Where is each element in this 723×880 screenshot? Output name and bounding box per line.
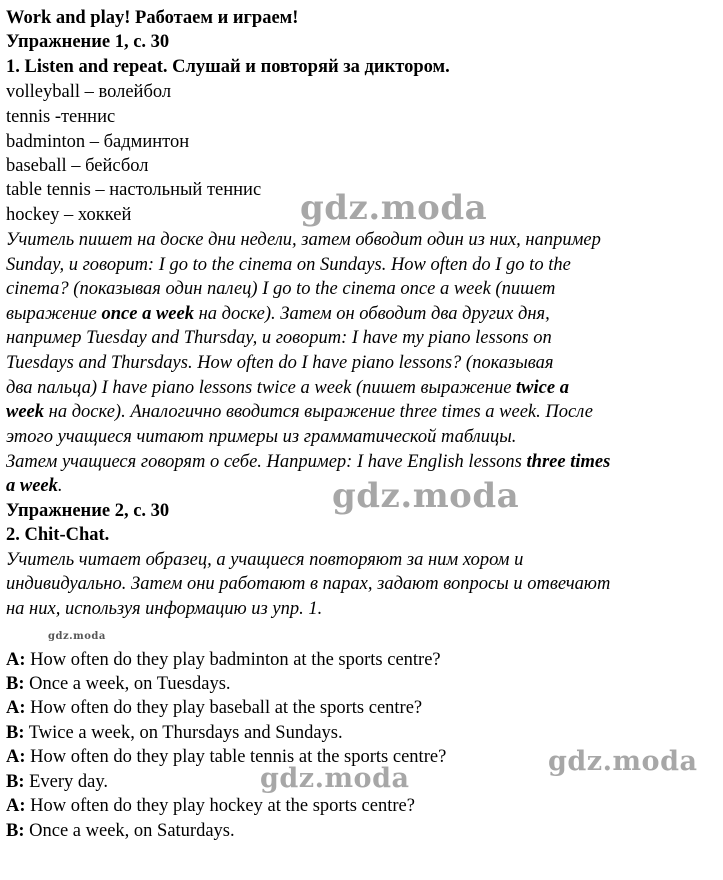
- speaker-label: A:: [6, 650, 26, 670]
- vocab-item: table tennis – настольный теннис: [6, 180, 262, 200]
- exercise2-task: 2. Chit-Chat.: [6, 525, 110, 545]
- speaker-label: A:: [6, 796, 26, 816]
- speaker-label: B:: [6, 772, 25, 792]
- watermark: gdz.moda: [48, 631, 106, 642]
- teacher-note-line: этого учащиеся читают примеры из грамматической таблицы.: [6, 427, 517, 447]
- dialogue-text: Twice a week, on Thursdays and Sundays.: [24, 723, 343, 743]
- dialogue-line: [6, 672, 231, 696]
- note-text: Затем учащиеся говорят о себе. Например: I have English lessons: [6, 452, 527, 472]
- page-title: Work and play! Работаем и играем!: [6, 8, 299, 28]
- note-text: выражение: [6, 304, 102, 324]
- speaker-label: A:: [6, 698, 26, 718]
- dialogue-text: How often do they play badminton at the sports centre?: [25, 650, 441, 670]
- vocab-item: baseball – бейсбол: [6, 156, 149, 176]
- speaker-label: A:: [6, 747, 26, 767]
- vocab-item: volleyball – волейбол: [6, 82, 172, 102]
- teacher-note-line: [6, 302, 550, 326]
- note-emphasis: twice a: [516, 378, 569, 398]
- dialogue-text: How often do they play baseball at the sports centre?: [25, 698, 423, 718]
- note-text: на доске). Аналогично вводится выражение three times a week. После: [44, 402, 593, 422]
- teacher-note-line: Sunday, и говорит: I go to the cinema on Sundays. How often do I go to the: [6, 255, 571, 275]
- note-emphasis: three times: [526, 452, 611, 472]
- speaker-label: B:: [6, 723, 25, 743]
- teacher-note-line: [6, 450, 610, 474]
- watermark: gdz.moda: [332, 476, 520, 516]
- dialogue-line: [6, 819, 235, 843]
- speaker-label: B:: [6, 821, 25, 841]
- note-emphasis: once a week: [101, 304, 194, 324]
- teacher-note-line: например Tuesday and Thursday, и говорит: I have my piano lessons on: [6, 328, 552, 348]
- note-emphasis: a week: [6, 476, 58, 496]
- dialogue-text: How often do they play hockey at the sports centre?: [25, 796, 415, 816]
- teacher-note-line: [6, 376, 569, 400]
- watermark: gdz.moda: [300, 188, 488, 228]
- dialogue-text: How often do they play table tennis at the sports centre?: [25, 747, 447, 767]
- teacher-note-line: Учитель читает образец, а учащиеся повторяют за ним хором и: [6, 550, 524, 570]
- dialogue-text: Once a week, on Tuesdays.: [24, 674, 231, 694]
- teacher-note-line: на них, используя информацию из упр. 1.: [6, 599, 323, 619]
- exercise1-heading: Упражнение 1, с. 30: [6, 32, 170, 52]
- exercise1-task: 1. Listen and repeat. Слушай и повторяй за диктором.: [6, 57, 450, 77]
- dialogue-line: [6, 770, 108, 794]
- dialogue-text: Every day.: [24, 772, 109, 792]
- dialogue-line: [6, 794, 415, 818]
- teacher-note-line: [6, 400, 593, 424]
- speaker-label: B:: [6, 674, 25, 694]
- note-text: два пальца) I have piano lessons twice a week (пишет выражение: [6, 378, 517, 398]
- teacher-note-line: индивидуально. Затем они работают в парах, задают вопросы и отвечают: [6, 574, 611, 594]
- watermark: gdz.moda: [260, 763, 410, 794]
- note-text: на доске). Затем он обводит два других дня,: [193, 304, 550, 324]
- exercise2-heading: Упражнение 2, с. 30: [6, 501, 170, 521]
- teacher-note-line: cinema? (показывая один палец) I go to the cinema once a week (пишет: [6, 279, 556, 299]
- teacher-note-line: [6, 474, 63, 498]
- vocab-item: badminton – бадминтон: [6, 132, 190, 152]
- note-emphasis: week: [6, 402, 45, 422]
- dialogue-text: Once a week, on Saturdays.: [24, 821, 235, 841]
- vocab-item: hockey – хоккей: [6, 205, 132, 225]
- dialogue-line: [6, 648, 441, 672]
- vocab-item: tennis -теннис: [6, 107, 116, 127]
- teacher-note-line: Tuesdays and Thursdays. How often do I have piano lessons? (показывая: [6, 353, 554, 373]
- dialogue-line: [6, 721, 343, 745]
- watermark: gdz.moda: [548, 746, 698, 777]
- note-text: .: [57, 476, 63, 496]
- teacher-note-line: Учитель пишет на доске дни недели, затем обводит один из них, например: [6, 230, 601, 250]
- dialogue-line: [6, 696, 422, 720]
